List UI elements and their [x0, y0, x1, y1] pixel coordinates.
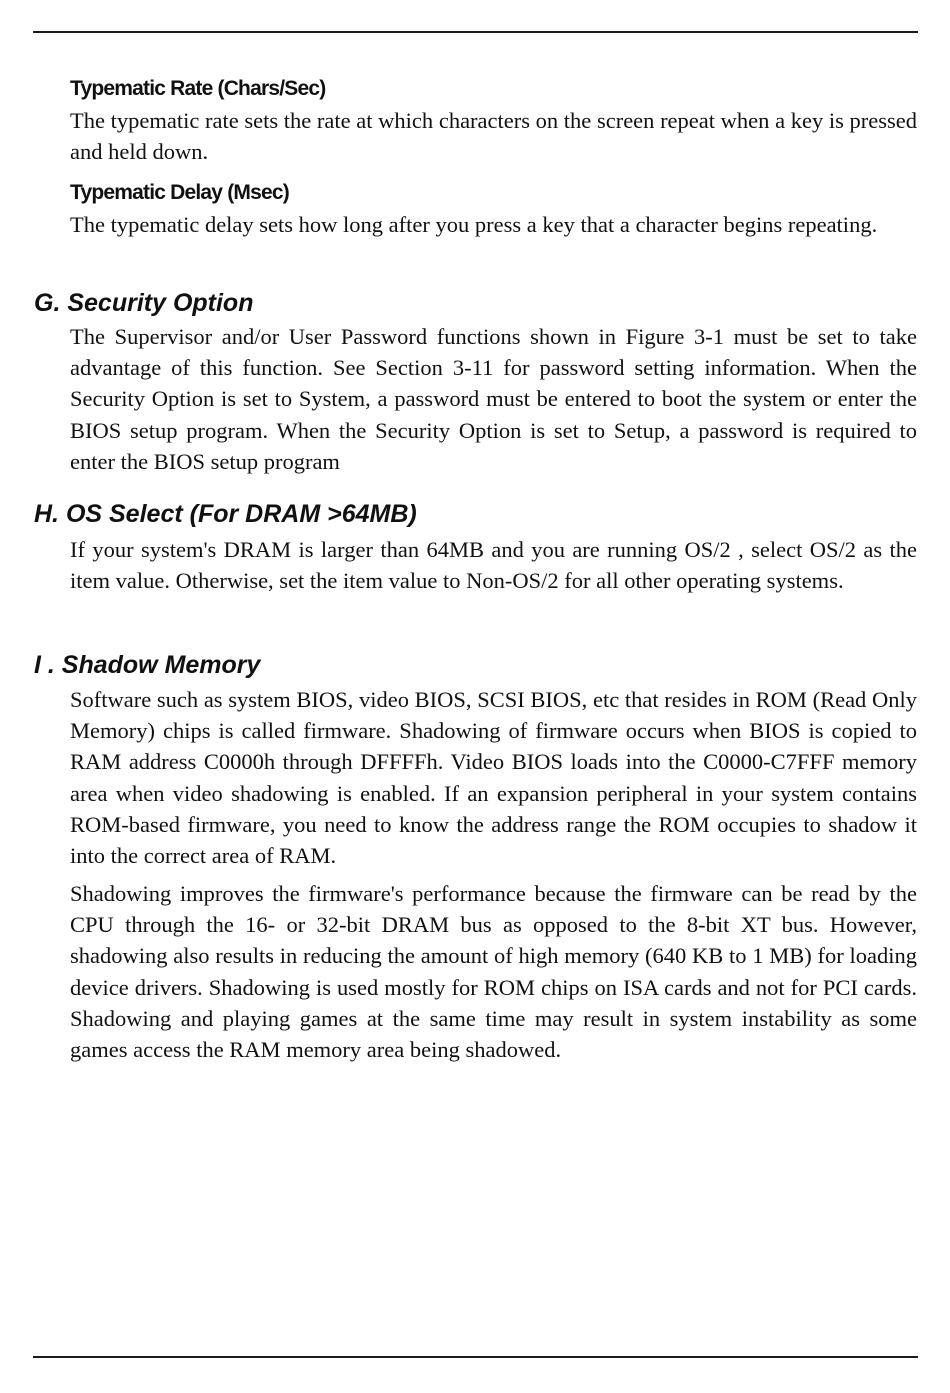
shadow-memory-heading: I . Shadow Memory: [34, 651, 261, 679]
typematic-rate-heading: Typematic Rate (Chars/Sec): [70, 77, 326, 100]
shadow-memory-body-2: Shadowing improves the firmware's performance because the firmware can be read by the CPU through the 16- or 32-bit DRAM bus as opposed to the 8-bit XT bus. However, shadowing also results in reducing the amount of high memory (640 KB to 1 MB) for loading device drivers. Shadowing is used mostly for ROM chips on ISA cards and not for PCI cards. Shadowing and playing games at the same time may result in system instability as some games access the RAM memory area being shadowed.: [70, 881, 917, 1063]
security-option-heading: G. Security Option: [34, 289, 254, 317]
typematic-delay-heading: Typematic Delay (Msec): [70, 181, 289, 204]
os-select-body: If your system's DRAM is larger than 64MB and you are running OS/2 , select OS/2 as the item value. Otherwise, set the item value to Non-OS/2 for all other operating systems.: [70, 537, 917, 594]
security-option-body: The Supervisor and/or User Password functions shown in Figure 3-1 must be set to take advantage of this function. See Section 3-11 for password setting information. When the Security Option is set to System, a password must be entered to boot the system or enter the BIOS setup program. When the Security Option is set to Setup, a password is required to enter the BIOS setup program: [70, 324, 917, 474]
bottom-rule: [33, 1356, 918, 1358]
typematic-rate-body: The typematic rate sets the rate at which characters on the screen repeat when a key is pressed and held down.: [70, 108, 917, 165]
shadow-memory-body-1: Software such as system BIOS, video BIOS, SCSI BIOS, etc that resides in ROM (Read Only Memory) chips is called firmware. Shadowing of firmware occurs when BIOS is copied to RAM address C0000h through DFFFFh. Video BIOS loads into the C0000-C7FFF memory area when video shadowing is enabled. If an expansion peripheral in your system contains ROM-based firmware, you need to know the address range the ROM occupies to shadow it into the correct area of RAM.: [70, 687, 917, 869]
os-select-heading: H. OS Select (For DRAM >64MB): [34, 500, 417, 528]
typematic-delay-body: The typematic delay sets how long after you press a key that a character begins repeating.: [70, 212, 878, 237]
top-rule: [33, 31, 918, 33]
